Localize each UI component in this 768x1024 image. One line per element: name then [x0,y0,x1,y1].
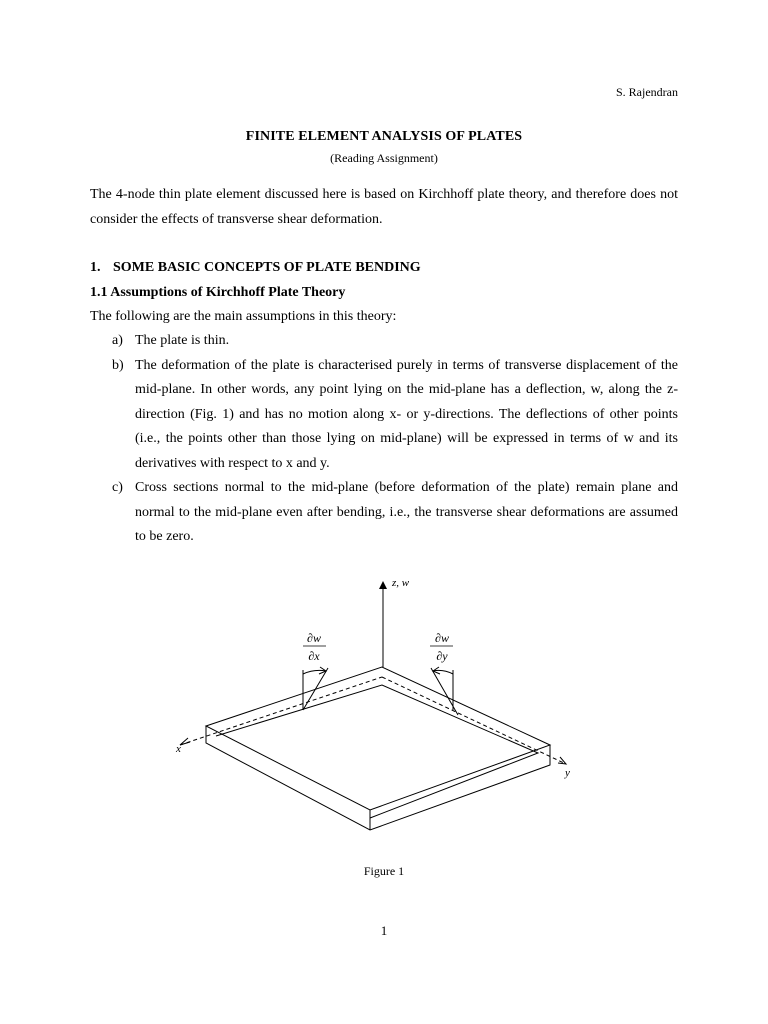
z-axis-label: z, w [392,577,410,589]
list-item [0,476,678,550]
assumptions-list [0,329,768,550]
page-number: 1 [380,923,388,938]
section-title: SOME BASIC CONCEPTS OF PLATE BENDING [113,260,421,275]
dwdx-denominator: ∂x [308,649,320,663]
assumptions-lead: The following are the main assumptions in this theory: [90,309,397,324]
list-item-text: The plate is thin. [135,333,230,348]
x-axis-label: x [176,743,181,755]
intro-paragraph: The 4-node thin plate element discussed here is based on Kirchhoff plate theory, and therefore does not consider the effects of transverse shear deformation. [90,187,678,227]
list-item-text: Cross sections normal to the mid-plane (before deformation of the plate) remain plane and normal to the mid-plane even after bending, i.e., the transverse shear deformations are assumed to be zero. [135,480,678,544]
dwdx-numerator: ∂w [307,631,321,645]
y-axis-label: y [565,767,570,779]
list-item [0,354,678,477]
dwdy-numerator: ∂w [435,631,449,645]
list-marker: a) [112,333,123,348]
document-title: FINITE ELEMENT ANALYSIS OF PLATES [245,129,523,144]
figure-caption: Figure 1 [363,864,405,878]
list-item [0,329,678,354]
x-axis-arrowhead [180,738,190,745]
author-name: S. Rajendran [616,85,678,99]
list-marker: b) [112,357,124,373]
dwdy-denominator: ∂y [436,649,448,663]
plate-top-face [206,667,550,810]
section-number: 1. [90,260,101,275]
list-marker: c) [112,480,123,495]
y-axis-arrowhead [558,757,566,764]
list-item-text: The deformation of the plate is characterised purely in terms of transverse displacement of the mid-plane. In other words, any point lying on the mid-plane has a deflection, w, along the z-direction (Fig. 1) and has no motion along x- or y-directions. The deflections of other points (i.e., the points other than those lying on mid-plane) will be expressed in terms of w and its derivatives with respect to x and y. [135,357,678,471]
plate-figure [160,570,600,850]
document-subtitle: (Reading Assignment) [330,151,438,165]
section-heading-1 [90,260,421,276]
subsection-heading-1-1: 1.1 Assumptions of Kirchhoff Plate Theory [90,285,346,300]
